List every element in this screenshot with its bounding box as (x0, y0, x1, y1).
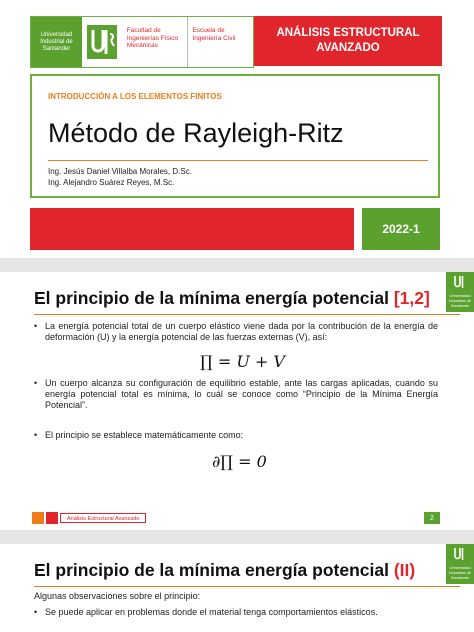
heading-reference: (II) (393, 560, 416, 580)
title-slide (0, 0, 474, 258)
bullet-3: • El principio se establece matemáticamente como: (34, 430, 244, 440)
formula-variation: ∂∏ = 0 (212, 452, 267, 471)
bullet-dot: • (34, 321, 38, 331)
author-2: Ing. Alejandro Suárez Reyes, M.Sc. (48, 178, 175, 187)
bullet-dot: • (34, 607, 38, 617)
heading-divider (34, 586, 460, 587)
course-title: ANÁLISIS ESTRUCTURAL AVANZADO (254, 16, 442, 66)
uis-emblem-icon (452, 274, 468, 290)
institution-logo (30, 16, 254, 68)
uis-emblem-icon (452, 546, 468, 562)
author-1: Ing. Jesús Daniel Villalba Morales, D.Sc. (48, 167, 192, 176)
principle-slide (0, 272, 474, 530)
heading-text: El principio de la mínima energía potencial (34, 560, 389, 580)
decorative-red-bar (30, 208, 354, 250)
uis-emblem-icon (82, 17, 123, 67)
slide-heading (34, 560, 415, 581)
side-logo-text: Universidad Industrial de Santander (449, 565, 471, 580)
heading-text: El principio de la mínima energía potencial (34, 288, 389, 308)
bullet-dot: • (34, 430, 38, 440)
faculty-text: Facultad de Ingenierías Físico Mecánicas (126, 27, 179, 49)
bullet-dot: • (34, 378, 38, 388)
slide-title: Método de Rayleigh-Ritz (48, 118, 344, 148)
year-badge: 2022-1 (362, 208, 440, 250)
principle-slide-2 (0, 544, 474, 632)
heading-reference: [1,2] (393, 288, 430, 308)
authors (48, 166, 192, 188)
slide-subtitle: INTRODUCCIÓN A LOS ELEMENTOS FINITOS (48, 92, 222, 101)
school-text: Escuela de Ingeniería Civil (187, 17, 253, 67)
side-uis-logo (446, 272, 474, 312)
page-number: 2 (424, 512, 440, 524)
title-box (30, 74, 440, 198)
title-divider (48, 160, 428, 161)
bullet-1: • Se puede aplicar en problemas donde el material tenga comportamientos elásticos. (34, 607, 378, 617)
intro-text: Algunas observaciones sobre el principio: (34, 591, 201, 601)
formula-total-energy: ∏ = U + V (200, 352, 285, 371)
heading-divider (34, 314, 460, 315)
side-logo-text: Universidad Industrial de Santander (449, 293, 471, 308)
footer-red-square (46, 512, 58, 524)
side-uis-logo (446, 544, 474, 584)
bullet-2: • Un cuerpo alcanza su configuración de equilibrio estable, ante las cargas aplicadas, cuando su energía potencial total es mínima, lo cuál se conoce como “Principio de la Mínima Energía Potencial”. (34, 378, 438, 410)
slide-heading (34, 288, 430, 309)
bullet-1: • La energía potencial total de un cuerpo elástico viene dada por la contribución de la energía de deformación (U) y la energía potencial de las fuerzas externas (V), así: (34, 321, 438, 342)
footer-label: Análisis Estructural Avanzado (60, 513, 146, 523)
footer-orange-square (32, 512, 44, 524)
uis-logo-text: Universidad Industrial de Santander (31, 17, 82, 67)
